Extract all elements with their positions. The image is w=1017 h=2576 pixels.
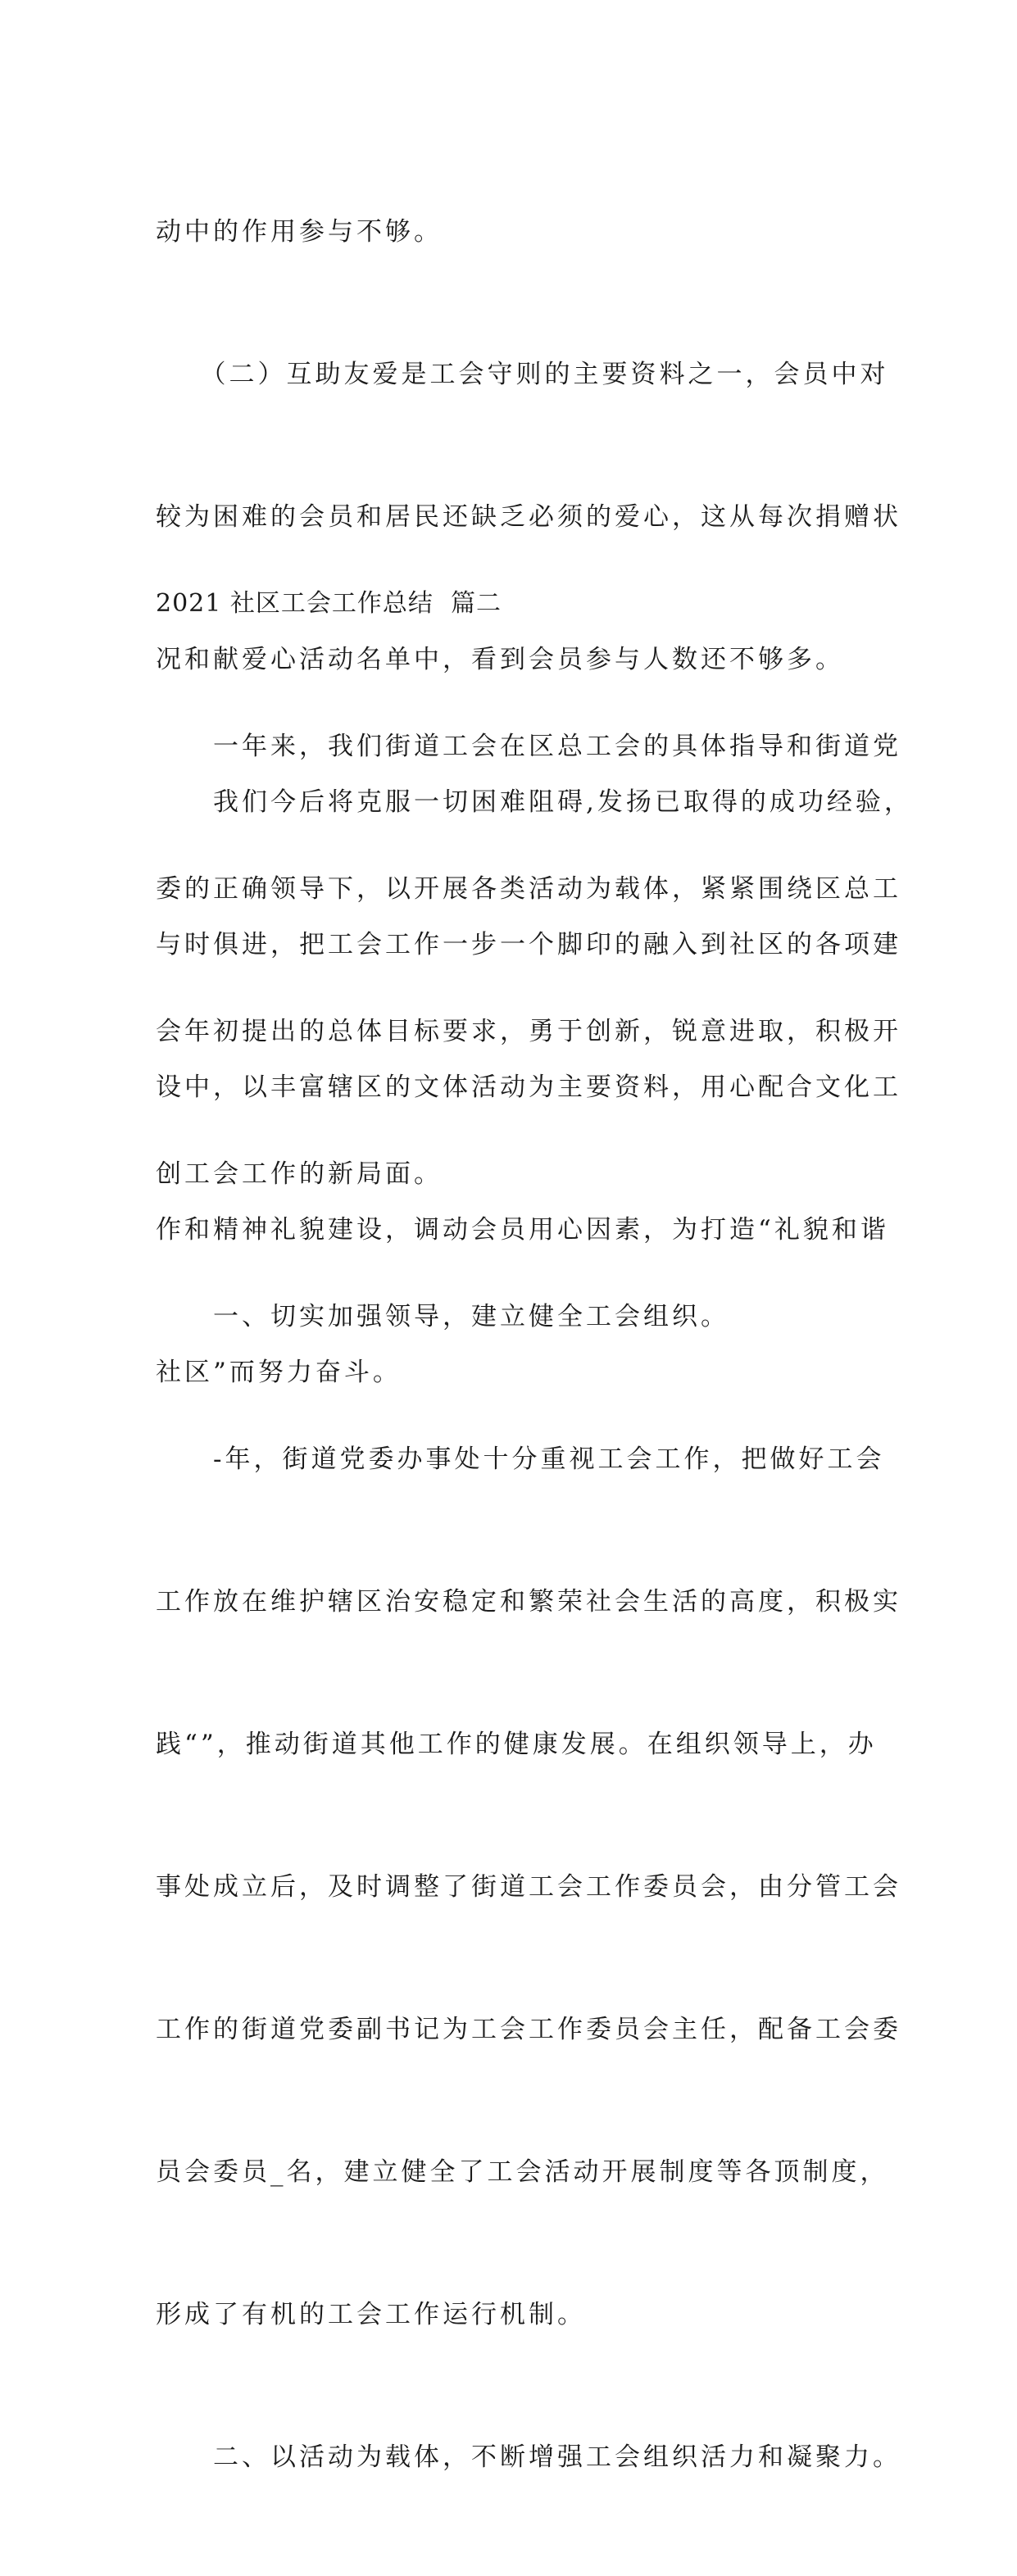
text-line: 形成了有机的工会工作运行机制。 [156,2300,586,2329]
text-line: 工作放在维护辖区治安稳定和繁荣社会生活的高度，积极实 [156,1587,901,1617]
text-line: 践“”，推动街道其他工作的健康发展。在组织领导上，办 [156,1730,877,1759]
text-line: 况和献爱心活动名单中，看到会员参与人数还不够多。 [156,645,844,674]
text-line: -年，街道党委办事处十分重视工会工作，把做好工会 [156,1444,885,1474]
text-line: 创工会工作的新局面。 [156,1159,443,1189]
text-line: （二）互助友爱是工会守则的主要资料之一，会员中对 [156,360,889,389]
text-line: 二、以活动为载体，不断增强工会组织活力和凝聚力。 [156,2442,901,2472]
text-line: 员会委员_名，建立健全了工会活动开展制度等各顶制度， [156,2157,889,2187]
text-line: 一年来，我们街道工会在区总工会的具体指导和街道党 [156,732,901,761]
text-line: 较为困难的会员和居民还缺乏必须的爱心，这从每次捐赠状 [156,502,901,532]
text-line: 工作的街道党委副书记为工会工作委员会主任，配备工会委 [156,2015,901,2044]
text-line: 动中的作用参与不够。 [156,217,443,247]
text-line: 设中，以丰富辖区的文体活动为主要资料，用心配合文化工 [156,1073,901,1102]
text-line: 社区”而努力奋斗。 [156,1358,402,1387]
text-line: 我们今后将克服一切困难阻碍,发扬已取得的成功经验， [156,787,913,817]
text-line: 事处成立后，及时调整了街道工会工作委员会，由分管工会 [156,1872,901,1902]
text-line: 与时俱进，把工会工作一步一个脚印的融入到社区的各项建 [156,930,901,959]
section-title: 2021 社区工会工作总结 篇二 [156,589,502,618]
text-line: 委的正确领导下，以开展各类活动为载体，紧紧围绕区总工 [156,874,901,904]
text-block-2 [156,628,913,2576]
text-line: 会年初提出的总体目标要求，勇于创新，锐意进取，积极开 [156,1017,901,1046]
text-line: 作和精神礼貌建设，调动会员用心因素，为打造“礼貌和谐 [156,1215,889,1245]
text-line: 一、切实加强领导，建立健全工会组织。 [156,1302,729,1331]
